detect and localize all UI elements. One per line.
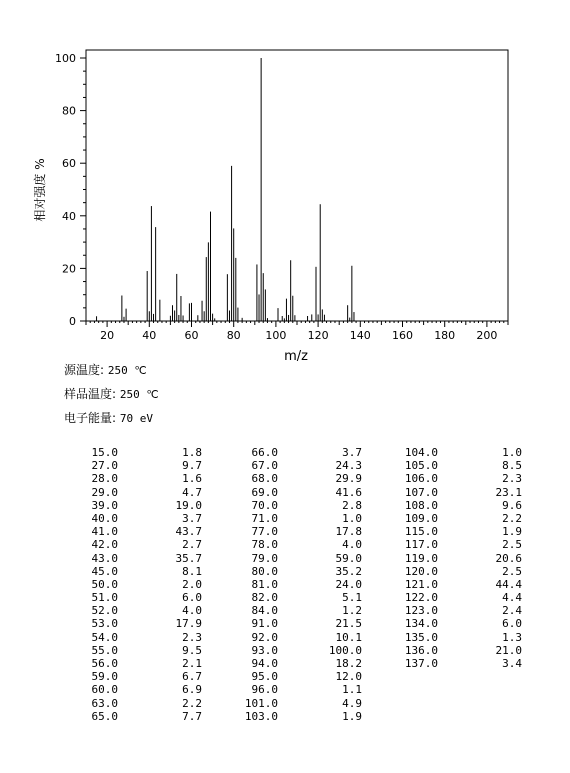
x-tick-label: 80 (226, 329, 241, 342)
peak-mz: 45.0 (91, 564, 118, 578)
peak-row (62, 472, 222, 485)
peak-row (62, 499, 222, 512)
peak-row (62, 670, 222, 683)
peak-mz: 54.0 (91, 630, 118, 644)
peak-row (222, 538, 382, 551)
peak-intensity: 17.8 (335, 525, 362, 539)
peak-mz: 101.0 (244, 696, 278, 710)
peak-row (382, 552, 542, 565)
y-tick-label: 40 (62, 209, 76, 223)
x-tick-label: 100 (265, 329, 287, 342)
peak-mz: 96.0 (251, 683, 278, 697)
y-axis-label-text: 相对强度 % (33, 158, 47, 222)
peak-row (222, 552, 382, 565)
peak-row (382, 446, 542, 459)
peak-intensity: 44.4 (495, 577, 522, 591)
peak-row (62, 683, 222, 696)
peak-mz: 103.0 (244, 709, 278, 723)
peak-intensity: 41.6 (335, 485, 362, 499)
peak-row (382, 631, 542, 644)
peak-intensity: 17.9 (175, 617, 202, 631)
peak-intensity: 35.2 (335, 564, 362, 578)
peak-mz: 82.0 (251, 591, 278, 605)
peak-intensity: 35.7 (175, 551, 202, 565)
peak-row (222, 446, 382, 459)
peak-row (382, 525, 542, 538)
peak-row (382, 604, 542, 617)
peak-mz: 59.0 (91, 670, 118, 684)
peak-intensity: 19.0 (175, 498, 202, 512)
peak-intensity: 21.5 (335, 617, 362, 631)
peak-row (382, 578, 542, 591)
y-tick-label: 0 (69, 315, 76, 328)
peak-mz: 115.0 (404, 525, 438, 539)
peak-row (382, 512, 542, 525)
peak-table-column (382, 446, 542, 670)
peak-mz: 63.0 (91, 696, 118, 710)
peak-mz: 69.0 (251, 485, 278, 499)
peak-mz: 123.0 (404, 604, 438, 618)
x-tick-label: 200 (476, 329, 498, 342)
peak-intensity: 18.2 (335, 657, 362, 670)
peak-row (382, 538, 542, 551)
sample-temperature-label: 样品温度: (64, 387, 117, 401)
peak-row (222, 565, 382, 578)
peak-intensity: 3.4 (502, 657, 522, 670)
peak-mz: 106.0 (404, 472, 438, 486)
peak-row (62, 644, 222, 657)
peak-intensity: 4.0 (342, 538, 362, 552)
source-temperature (64, 361, 147, 378)
peak-mz: 117.0 (404, 538, 438, 552)
peak-row (222, 578, 382, 591)
peak-row (62, 459, 222, 472)
peak-mz: 107.0 (404, 485, 438, 499)
peak-intensity: 2.8 (342, 498, 362, 512)
x-tick-label: 180 (434, 329, 456, 342)
peak-row (222, 472, 382, 485)
peak-row (62, 446, 222, 459)
peak-row (62, 538, 222, 551)
peak-table-column (62, 446, 222, 723)
peak-intensity: 2.3 (502, 472, 522, 486)
peak-row (222, 591, 382, 604)
peak-mz: 80.0 (251, 564, 278, 578)
peak-intensity: 1.2 (342, 604, 362, 618)
peak-mz: 66.0 (251, 446, 278, 459)
peak-row (222, 512, 382, 525)
peak-intensity: 9.7 (182, 459, 202, 473)
peak-intensity: 10.1 (335, 630, 362, 644)
peak-row (62, 710, 222, 723)
x-tick-label: 160 (392, 329, 413, 342)
peak-intensity: 2.5 (502, 538, 522, 552)
peak-row (62, 565, 222, 578)
peak-mz: 78.0 (251, 538, 278, 552)
peak-mz: 79.0 (251, 551, 278, 565)
peak-mz: 40.0 (91, 511, 118, 525)
peak-intensity: 1.3 (502, 630, 522, 644)
x-tick-label: 120 (307, 329, 329, 342)
peak-mz: 135.0 (404, 630, 438, 644)
peak-row (382, 644, 542, 657)
electron-energy-value: 70 eV (119, 412, 153, 425)
peak-mz: 42.0 (91, 538, 118, 552)
peak-intensity: 20.6 (495, 551, 522, 565)
peak-intensity: 2.3 (182, 630, 202, 644)
peak-mz: 51.0 (91, 591, 118, 605)
peak-mz: 121.0 (404, 577, 438, 591)
peak-intensity: 6.0 (182, 591, 202, 605)
peak-intensity: 6.9 (182, 683, 202, 697)
peak-row (222, 525, 382, 538)
x-tick-label: 20 (100, 329, 115, 342)
y-tick-label: 80 (62, 104, 76, 118)
peak-mz: 119.0 (404, 551, 438, 565)
peak-row (62, 657, 222, 670)
peak-intensity: 2.4 (502, 604, 522, 618)
y-tick-label: 20 (62, 262, 76, 276)
peak-row (382, 472, 542, 485)
peak-intensity: 2.0 (182, 577, 202, 591)
plot-frame (86, 50, 508, 321)
y-axis-label (32, 158, 47, 221)
peak-mz: 55.0 (91, 643, 118, 657)
peak-mz: 122.0 (404, 591, 438, 605)
peak-row (382, 565, 542, 578)
peak-row (222, 670, 382, 683)
peak-row (62, 617, 222, 630)
peak-row (382, 657, 542, 670)
peak-intensity: 24.3 (335, 459, 362, 473)
peak-mz: 65.0 (91, 709, 118, 723)
peak-intensity: 1.6 (182, 472, 202, 486)
peak-mz: 94.0 (251, 657, 278, 670)
peak-row (222, 459, 382, 472)
peak-mz: 67.0 (251, 459, 278, 473)
peak-mz: 134.0 (404, 617, 438, 631)
peak-mz: 120.0 (404, 564, 438, 578)
peak-table-column (222, 446, 382, 723)
peak-row (222, 617, 382, 630)
peak-mz: 43.0 (91, 551, 118, 565)
peak-intensity: 21.0 (495, 643, 522, 657)
peak-intensity: 2.2 (502, 511, 522, 525)
y-tick-label: 60 (62, 157, 76, 171)
peak-intensity: 1.0 (342, 511, 362, 525)
peak-mz: 104.0 (404, 446, 438, 459)
peak-mz: 68.0 (251, 472, 278, 486)
peak-row (222, 499, 382, 512)
peak-row (222, 631, 382, 644)
peak-mz: 71.0 (251, 511, 278, 525)
x-tick-label: 60 (184, 329, 199, 342)
peak-mz: 95.0 (251, 670, 278, 684)
peak-intensity: 43.7 (175, 525, 202, 539)
peak-mz: 52.0 (91, 604, 118, 618)
peak-row (222, 604, 382, 617)
peak-mz: 70.0 (251, 498, 278, 512)
peak-mz: 136.0 (404, 643, 438, 657)
peak-mz: 60.0 (91, 683, 118, 697)
peak-intensity: 2.2 (182, 696, 202, 710)
peak-intensity: 9.5 (182, 643, 202, 657)
sample-temperature-value: 250 ℃ (119, 388, 159, 401)
peak-mz: 109.0 (404, 511, 438, 525)
peak-intensity: 9.6 (502, 498, 522, 512)
peak-mz: 105.0 (404, 459, 438, 473)
peak-row (62, 631, 222, 644)
peak-intensity: 6.7 (182, 670, 202, 684)
peak-intensity: 1.0 (502, 446, 522, 459)
peak-row (382, 459, 542, 472)
peak-intensity: 2.7 (182, 538, 202, 552)
peak-intensity: 29.9 (335, 472, 362, 486)
peak-intensity: 4.9 (342, 696, 362, 710)
source-temperature-value: 250 ℃ (107, 364, 147, 377)
peak-row (62, 525, 222, 538)
peak-intensity: 3.7 (342, 446, 362, 459)
peak-intensity: 24.0 (335, 577, 362, 591)
peak-mz: 39.0 (91, 498, 118, 512)
peak-row (62, 697, 222, 710)
peak-intensity: 4.0 (182, 604, 202, 618)
x-tick-label: 140 (349, 329, 371, 342)
peak-row (62, 578, 222, 591)
electron-energy (64, 409, 153, 426)
source-temperature-label: 源温度: (64, 363, 105, 377)
peak-intensity: 7.7 (182, 709, 202, 723)
peak-mz: 50.0 (91, 577, 118, 591)
peak-row (62, 552, 222, 565)
peak-row (222, 644, 382, 657)
electron-energy-label: 电子能量: (64, 411, 117, 425)
peak-mz: 41.0 (91, 525, 118, 539)
peak-row (62, 591, 222, 604)
x-tick-label: 40 (142, 329, 157, 342)
peak-intensity: 6.0 (502, 617, 522, 631)
peak-intensity: 1.1 (342, 683, 362, 697)
sample-temperature (64, 385, 159, 402)
peak-intensity: 2.1 (182, 657, 202, 670)
peak-intensity: 59.0 (335, 551, 362, 565)
peak-intensity: 5.1 (342, 591, 362, 605)
peak-mz: 28.0 (91, 472, 118, 486)
peak-mz: 29.0 (91, 485, 118, 499)
peak-intensity: 8.5 (502, 459, 522, 473)
peak-row (382, 499, 542, 512)
peak-row (62, 604, 222, 617)
peak-intensity: 1.9 (502, 525, 522, 539)
peak-mz: 93.0 (251, 643, 278, 657)
peak-intensity: 100.0 (328, 643, 362, 657)
peak-row (222, 683, 382, 696)
peak-row (62, 486, 222, 499)
peak-mz: 92.0 (251, 630, 278, 644)
peak-mz: 137.0 (404, 657, 438, 670)
peak-mz: 53.0 (91, 617, 118, 631)
peak-intensity: 23.1 (495, 485, 522, 499)
peak-row (382, 591, 542, 604)
peak-intensity: 3.7 (182, 511, 202, 525)
peak-row (222, 710, 382, 723)
peak-intensity: 1.8 (182, 446, 202, 459)
peak-mz: 15.0 (91, 446, 118, 459)
peak-mz: 91.0 (251, 617, 278, 631)
peak-mz: 81.0 (251, 577, 278, 591)
peak-mz: 27.0 (91, 459, 118, 473)
peak-intensity: 1.9 (342, 709, 362, 723)
peak-mz: 108.0 (404, 498, 438, 512)
x-axis-label: m/z (284, 349, 308, 364)
peak-row (382, 617, 542, 630)
peak-row (62, 512, 222, 525)
peak-row (222, 657, 382, 670)
peak-intensity: 4.4 (502, 591, 522, 605)
peak-row (382, 486, 542, 499)
peak-intensity: 4.7 (182, 485, 202, 499)
y-tick-label: 100 (55, 52, 76, 65)
peak-row (222, 486, 382, 499)
peak-intensity: 2.5 (502, 564, 522, 578)
peak-intensity: 8.1 (182, 564, 202, 578)
peak-row (222, 697, 382, 710)
peak-mz: 56.0 (91, 657, 118, 670)
peak-intensity: 12.0 (335, 670, 362, 684)
peak-mz: 84.0 (251, 604, 278, 618)
peak-mz: 77.0 (251, 525, 278, 539)
mass-spectrum-chart (0, 0, 570, 370)
